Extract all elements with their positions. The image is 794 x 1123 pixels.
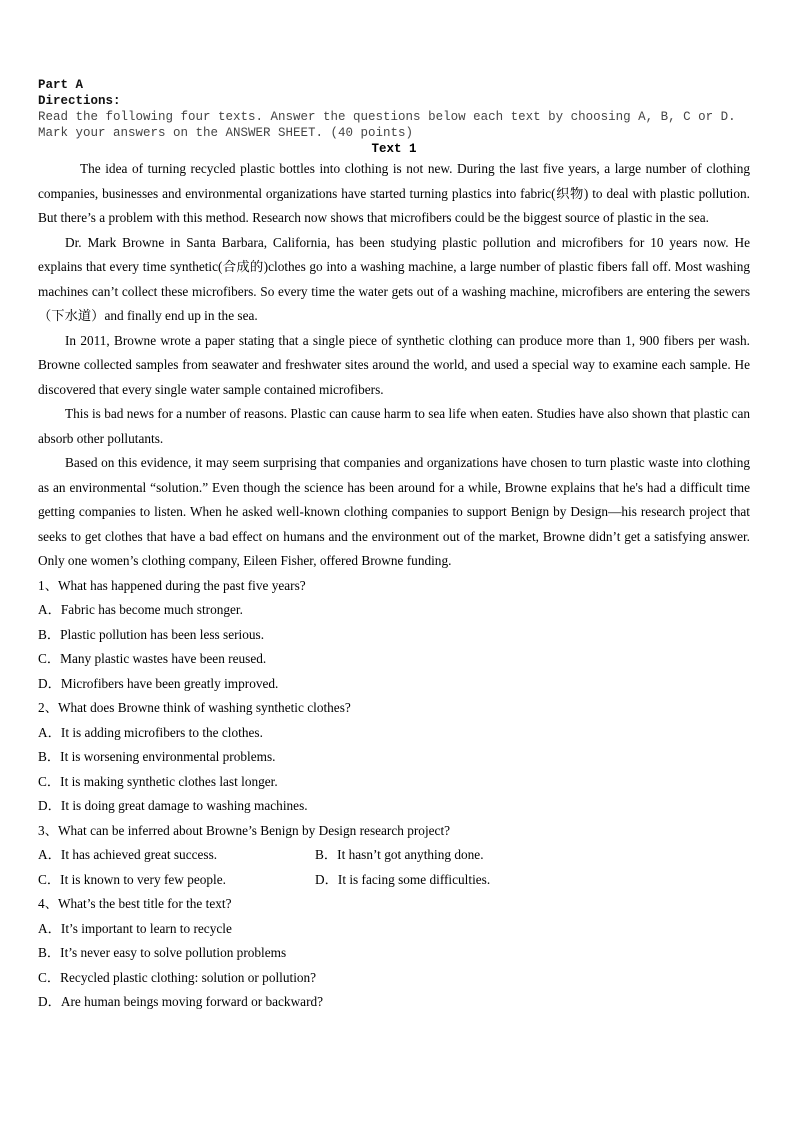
option-d[interactable]: D．Are human beings moving forward or backward? <box>38 994 324 1009</box>
questions <box>38 574 750 1015</box>
option-d[interactable]: D．It is doing great damage to washing machines. <box>38 798 308 813</box>
question-text: 4、What’s the best title for the text? <box>38 896 232 911</box>
option-c[interactable]: C．It is known to very few people. <box>38 871 226 887</box>
directions-text: Read the following four texts. Answer the questions below each text by choosing A, B, C or D. Mark your answers on the ANSWER SHEET. (40 points) <box>38 110 736 140</box>
question-3 <box>38 819 750 893</box>
passage <box>38 157 750 574</box>
option-c[interactable]: C．Recycled plastic clothing: solution or pollution? <box>38 969 317 985</box>
option-c[interactable]: C．It is making synthetic clothes last longer. <box>38 773 278 789</box>
question-4 <box>38 892 750 1015</box>
text-title: Text 1 <box>371 142 417 156</box>
question-1 <box>38 574 750 697</box>
paragraph: This is bad news for a number of reasons. Plastic can cause harm to sea life when eaten. Studies have also shown that plastic can absorb other pollutants. <box>38 406 750 446</box>
option-c[interactable]: C．Many plastic wastes have been reused. <box>38 651 267 666</box>
question-2 <box>38 696 750 819</box>
exam-page <box>38 77 750 1015</box>
option-b[interactable]: B．It hasn’t got anything done. <box>315 847 484 862</box>
option-b[interactable]: B．It is worsening environmental problems. <box>38 749 276 764</box>
option-a[interactable]: A．It has achieved great success. <box>38 847 218 862</box>
paragraph: In 2011, Browne wrote a paper stating that a single piece of synthetic clothing can produce more than 1, 900 fibers per wash. Browne collected samples from seawater and freshwater sites around the world, and used a special way to examine each sample. He discovered that every single water sample contained microfibers. <box>38 332 750 397</box>
directions-label: Directions: <box>38 94 121 108</box>
paragraph: Dr. Mark Browne in Santa Barbara, California, has been studying plastic pollution and microfibers for 10 years now. He explains that every time synthetic(合成的)clothes go into a washing machine, a large number of plastic fibers fall off. Most washing machines can’t collect these microfibers. So every time the water gets out of a washing machine, microfibers are entering the sewers（下水道）and finally end up in the sea. <box>38 234 750 323</box>
option-a[interactable]: A．It’s important to learn to recycle <box>38 920 232 936</box>
option-d[interactable]: D．Microfibers have been greatly improved. <box>38 675 279 691</box>
option-a[interactable]: A．It is adding microfibers to the clothes. <box>38 724 263 740</box>
question-text: 3、What can be inferred about Browne’s Benign by Design research project? <box>38 822 451 838</box>
paragraph: Based on this evidence, it may seem surprising that companies and organizations have chosen to turn plastic waste into clothing as an environmental “solution.” Even though the science has been around for a while, Browne explains that he's had a difficult time getting companies to listen. When he asked well-known clothing companies to support Benign by Design—his research project that seeks to get clothes that have a bad effect on humans and the environment out of the market, Browne didn’t get a satisfying answer. Only one women’s clothing company, Eileen Fisher, offered Browne funding. <box>38 455 750 568</box>
question-text: 1、What has happened during the past five years? <box>38 577 306 593</box>
question-text: 2、What does Browne think of washing synthetic clothes? <box>38 700 351 715</box>
option-b[interactable]: B．It’s never easy to solve pollution problems <box>38 945 287 960</box>
option-d[interactable]: D．It is facing some difficulties. <box>315 871 491 887</box>
part-heading: Part A <box>38 78 84 92</box>
option-a[interactable]: A．Fabric has become much stronger. <box>38 602 243 617</box>
paragraph: The idea of turning recycled plastic bottles into clothing is not new. During the last five years, a large number of clothing companies, businesses and environmental organizations have started turning plastics into fabric(织物) to deal with plastic pollution. But there’s a problem with this method. Research now shows that microfibers could be the biggest source of plastic in the sea. <box>38 161 750 225</box>
option-b[interactable]: B．Plastic pollution has been less serious. <box>38 626 265 642</box>
